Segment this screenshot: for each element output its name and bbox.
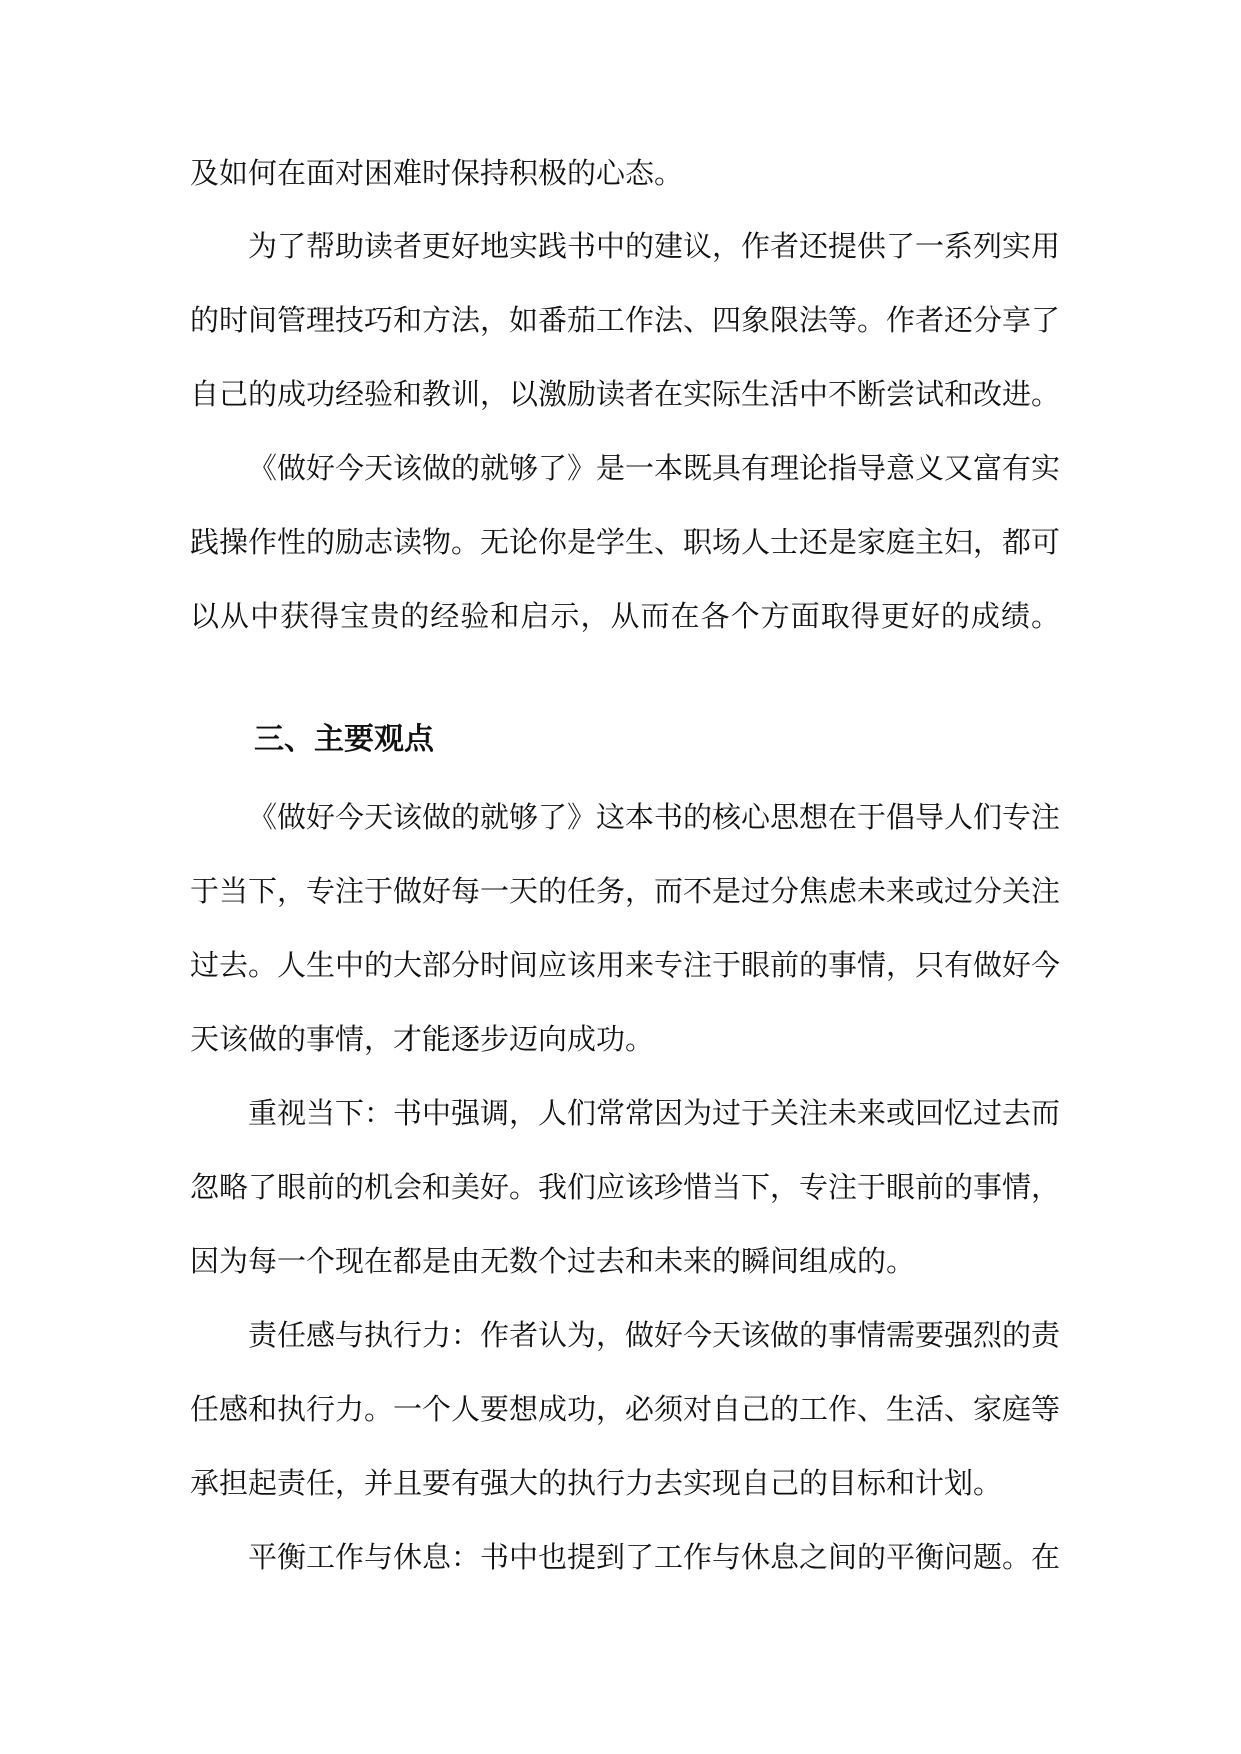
body-text-line: 《做好今天该做的就够了》这本书的核心思想在于倡导人们专注 [248,800,1061,834]
body-text-line: 践操作性的励志读物。无论你是学生、职场人士还是家庭主妇，都可 [190,525,1061,559]
body-text-line: 及如何在面对困难时保持积极的心态。 [190,156,684,190]
body-text-line: 任感和执行力。一个人要想成功，必须对自己的工作、生活、家庭等 [190,1392,1061,1426]
body-text-line: 重视当下：书中强调，人们常常因为过于关注未来或回忆过去而 [248,1096,1061,1130]
body-text-line: 以从中获得宝贵的经验和启示，从而在各个方面取得更好的成绩。 [190,599,1060,633]
body-text-line: 天该做的事情，才能逐步迈向成功。 [190,1022,655,1056]
body-text-line: 自己的成功经验和教训，以激励读者在实际生活中不断尝试和改进。 [190,377,1061,411]
body-text-line: 平衡工作与休息：书中也提到了工作与休息之间的平衡问题。在 [248,1540,1061,1574]
section-heading: 三、主要观点 [254,722,434,757]
body-text-line: 的时间管理技巧和方法，如番茄工作法、四象限法等。作者还分享了 [190,303,1061,337]
body-text-line: 《做好今天该做的就够了》是一本既具有理论指导意义又富有实 [248,451,1061,485]
body-text-line: 于当下，专注于做好每一天的任务，而不是过分焦虑未来或过分关注 [190,874,1061,908]
body-text-line: 为了帮助读者更好地实践书中的建议，作者还提供了一系列实用 [248,229,1061,263]
body-text-line: 忽略了眼前的机会和美好。我们应该珍惜当下，专注于眼前的事情， [190,1170,1061,1204]
body-text-line: 承担起责任，并且要有强大的执行力去实现自己的目标和计划。 [190,1466,1003,1500]
body-text-line: 因为每一个现在都是由无数个过去和未来的瞬间组成的。 [190,1244,916,1278]
body-text-line: 过去。人生中的大部分时间应该用来专注于眼前的事情，只有做好今 [190,948,1061,982]
body-text-line: 责任感与执行力：作者认为，做好今天该做的事情需要强烈的责 [248,1318,1061,1352]
